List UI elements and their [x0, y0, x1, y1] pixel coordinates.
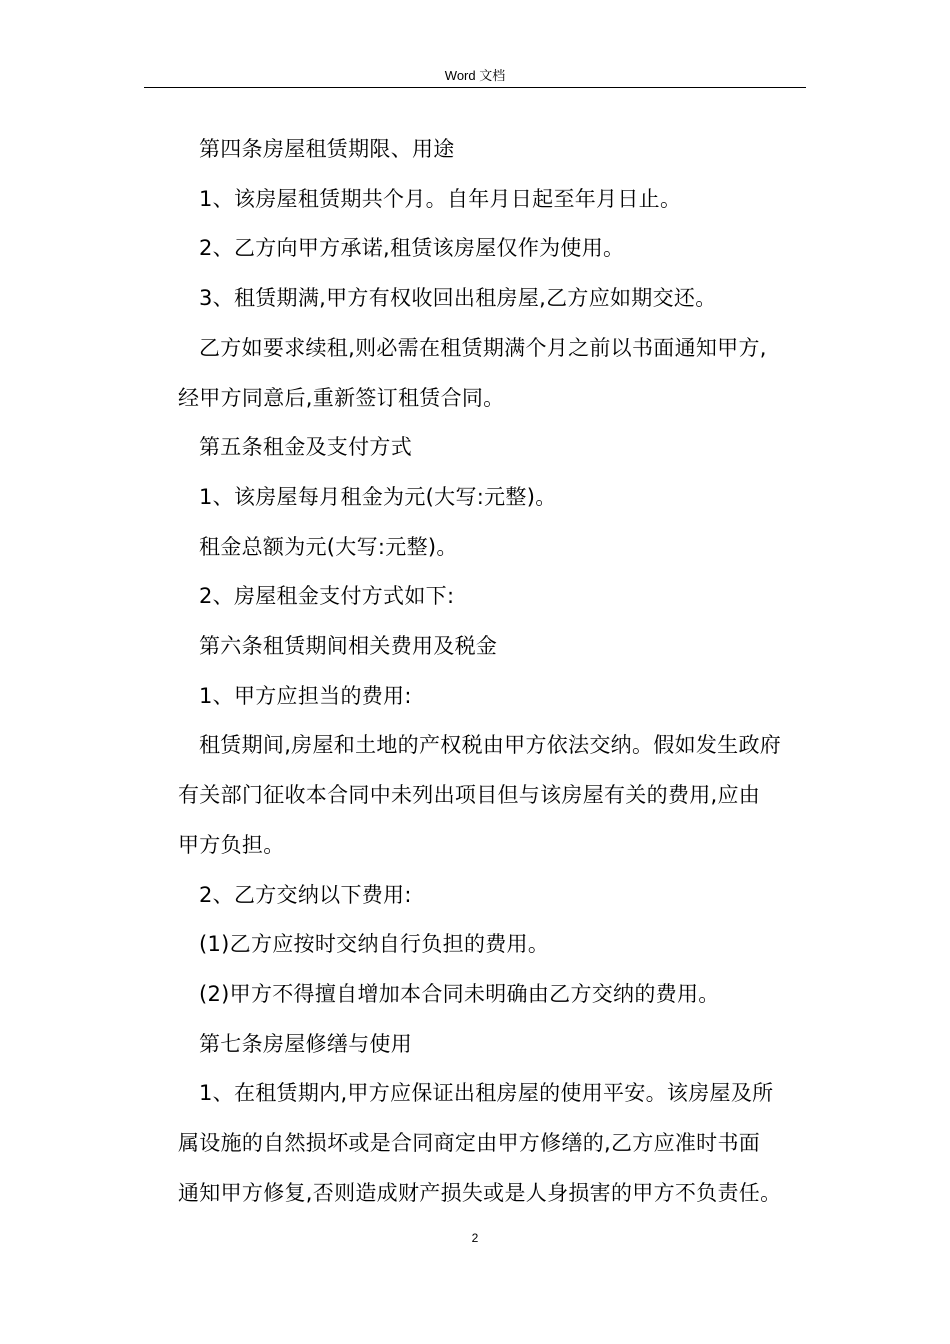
page-number: 2 — [471, 1231, 479, 1245]
text-line: 经甲方同意后,重新签订租赁合同。 — [178, 385, 505, 410]
text-line: 1、该房屋租赁期共个月。自年月日起至年月日止。 — [199, 186, 682, 211]
text-line: 乙方如要求续租,则必需在租赁期满个月之前以书面通知甲方, — [199, 335, 767, 360]
text-line: 属设施的自然损坏或是合同商定由甲方修缮的,乙方应准时书面 — [178, 1131, 761, 1156]
text-line: 2、房屋租金支付方式如下: — [199, 584, 455, 609]
document-body — [178, 125, 810, 1218]
text-line: 第四条房屋租赁期限、用途 — [199, 137, 455, 161]
text-line: 2、乙方交纳以下费用: — [199, 882, 412, 907]
text-line: 2、乙方向甲方承诺,租赁该房屋仅作为使用。 — [199, 236, 625, 261]
text-line: 租赁期间,房屋和土地的产权税由甲方依法交纳。假如发生政府 — [199, 733, 782, 758]
text-line: 1、甲方应担当的费用: — [199, 683, 412, 708]
text-line: 1、该房屋每月租金为元(大写:元整)。 — [199, 484, 557, 509]
text-line: 通知甲方修复,否则造成财产损失或是人身损害的甲方不负责任。 — [178, 1180, 782, 1205]
text-line: (1)乙方应按时交纳自行负担的费用。 — [199, 932, 550, 957]
text-line: 第六条租赁期间相关费用及税金 — [199, 634, 498, 659]
header-title: Word 文档 — [444, 68, 506, 83]
text-line: (2)甲方不得擅自增加本合同未明确由乙方交纳的费用。 — [199, 981, 720, 1006]
text-line: 甲方负担。 — [178, 832, 285, 857]
text-line: 第五条租金及支付方式 — [199, 435, 412, 460]
text-line: 租金总额为元(大写:元整)。 — [199, 534, 458, 559]
text-line: 3、租赁期满,甲方有权收回出租房屋,乙方应如期交还。 — [199, 286, 717, 311]
text-line: 1、在租赁期内,甲方应保证出租房屋的使用平安。该房屋及所 — [199, 1081, 774, 1106]
text-line: 第七条房屋修缮与使用 — [199, 1031, 412, 1056]
text-line: 有关部门征收本合同中未列出项目但与该房屋有关的费用,应由 — [178, 783, 761, 808]
header-rule — [144, 87, 806, 88]
